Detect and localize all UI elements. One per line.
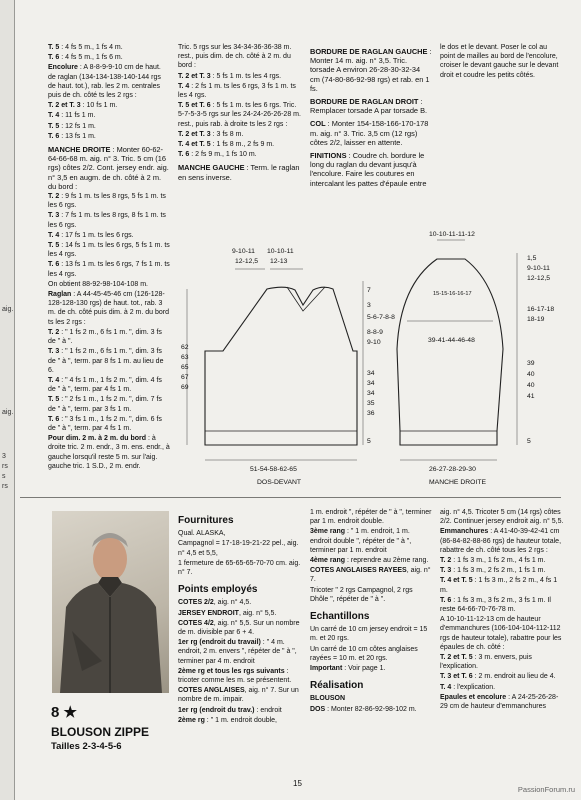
instruction-label: T. 5 et T. 6	[178, 102, 211, 110]
instruction-paragraph	[48, 43, 170, 52]
instruction-label: T. 5	[48, 242, 60, 250]
instruction-text: : 5 fs 1 m. ts les 6 rgs. Tric. 5-7-5-3-5 rgs sur les 24-24-26-26-28 m. rest., puis rab. à droite ts les 2 rgs :	[178, 102, 301, 128]
instruction-text: : " 1 m. endroit double,	[204, 716, 277, 724]
dim-sleeve-r1: 1,5	[527, 255, 537, 262]
instruction-label: T. 6	[48, 54, 60, 62]
instruction-label: BLOUSON	[310, 695, 345, 703]
column-echantillons	[310, 508, 432, 715]
dim-neck: 10-10-11	[267, 248, 294, 255]
instruction-paragraph	[178, 559, 302, 577]
column-finitions	[440, 43, 562, 81]
dim-sleeve-inner: 15-15-16-16-17	[433, 291, 472, 297]
instruction-text: : 3 m. envers, puis l'explication.	[440, 654, 532, 671]
instruction-paragraph	[440, 527, 564, 555]
instruction-text: : Monter 82-86-92-98-102 m.	[325, 705, 417, 713]
dim-side-4: 35	[367, 400, 375, 407]
section-heading: Réalisation	[310, 680, 364, 692]
instruction-paragraph	[310, 508, 432, 526]
instruction-label: BORDURE DE RAGLAN DROIT	[310, 97, 419, 107]
pattern-diagrams	[175, 225, 565, 490]
instruction-paragraph	[310, 664, 432, 673]
edge-text: s	[2, 473, 6, 480]
dim-height-2: 63	[181, 354, 189, 361]
instruction-paragraph	[310, 566, 432, 584]
instruction-label: T. 6	[48, 261, 60, 269]
instruction-text: , aig. n° 4,5.	[213, 599, 252, 607]
instruction-label: DOS	[310, 705, 326, 713]
instruction-paragraph	[440, 596, 564, 614]
edge-text: aig.	[2, 306, 14, 313]
instruction-text: : Monter 154-158-166-170-178 m. aig. n° 3. Tric. 3,5 cm (12 rgs) côtes 2/2, laisser en attente.	[310, 119, 429, 147]
instruction-text: : 13 fs 1 m. ts les 6 rgs, 7 fs 1 m. ts les 4 rgs.	[48, 261, 170, 278]
instruction-text: On obtient 88-92-98-104-108 m.	[48, 280, 149, 288]
instruction-paragraph	[440, 615, 564, 652]
instruction-label: COTES 2/2	[178, 599, 214, 607]
dim-sleeve-r6: 39	[527, 360, 535, 367]
instruction-text: 1 fermeture de 65-65-65-70-70 cm. aig. n° 7.	[178, 559, 301, 577]
instruction-text: : " 1 m. endroit, 1 m. endroit double ", répéter de " à ", terminer par 1 m. endroit	[310, 528, 412, 554]
instruction-text: : reprendre au 2ème rang.	[345, 557, 429, 565]
instruction-label: T. 6	[178, 151, 190, 159]
instruction-paragraph	[310, 625, 432, 643]
instruction-text: A 10-10-11-12-13 cm de hauteur d'emmanchures (106-104-104-112-112 rgs de hauteur totale), rabattre pour les épaules de ch. côté :	[440, 616, 562, 651]
instruction-text: : 1 fs 3 m., 3 fs 2 m., 3 fs 1 m. Il reste 64-66-70-76-78 m.	[440, 596, 551, 614]
watermark: PassionForum.ru	[517, 785, 575, 794]
instruction-label: T. 4	[48, 231, 60, 239]
dim-width-front: 51-54-58-62-65	[250, 466, 297, 473]
instruction-text: : 11 fs 1 m.	[59, 112, 96, 120]
dim-shoulder-left: 9-10-11	[232, 248, 255, 255]
dim-rib-front: 5	[367, 438, 371, 445]
instruction-paragraph	[310, 586, 432, 604]
instruction-paragraph	[178, 619, 302, 637]
instruction-paragraph	[48, 231, 170, 240]
instruction-label: T. 2 et T. 3	[178, 72, 211, 80]
instruction-text: : " 1 fs 2 m., 6 fs 1 m. ", dim. 3 fs de " à ", term. par 8 fs 1 m. au lieu de 6.	[48, 348, 164, 374]
instruction-paragraph	[48, 434, 170, 471]
instruction-text: : 7 fs 1 m. ts les 8 rgs, 8 fs 1 m. ts les 6 rgs.	[48, 212, 166, 229]
instruction-label: Raglan	[48, 291, 72, 299]
dim-right-1: 7	[367, 287, 371, 294]
instruction-text: Tric. 5 rgs sur les 34-34-36-36-38 m. rest., puis dim. de ch. côté à 2 m. du bord :	[178, 44, 292, 70]
instruction-label: T. 5	[48, 122, 60, 130]
instruction-paragraph	[178, 598, 302, 607]
instruction-text: : " 4 fs 1 m., 1 fs 2 m. ", dim. 4 fs de " à ", term. par 4 fs 1 m.	[48, 376, 162, 394]
instruction-paragraph	[48, 415, 170, 433]
instruction-text: : 2 fs 1 m. ts les 6 rgs, 3 fs 1 m. ts les 4 rgs.	[178, 82, 296, 100]
dim-sleeve-r9: 41	[527, 393, 535, 400]
dim-right-3: 5-6-7-8-8	[367, 314, 395, 321]
instruction-paragraph	[440, 576, 564, 594]
dim-sleeve-top: 10-10-11-11-12	[429, 231, 475, 238]
instruction-label: T. 3 et T. 6	[440, 673, 473, 681]
instruction-label: JERSEY ENDROIT	[178, 609, 239, 617]
instruction-text: : 1 fs 8 m., 2 fs 9 m.	[210, 141, 275, 149]
instruction-text: : " 1 fs 2 m., 6 fs 1 m. ", dim. 3 fs de " à ".	[48, 328, 162, 346]
instruction-text: : A 8-8-9-9-10 cm de haut. de raglan (134-134-138-140-144 rgs de haut. tot.), rab. les 2 m. centrales puis de ch. côté ts les 2 rgs :	[48, 64, 161, 100]
instruction-label: T. 6	[48, 415, 60, 423]
instruction-text: , aig. n° 5,5.	[238, 609, 277, 617]
instruction-text: : endroit	[254, 706, 282, 714]
instruction-paragraph	[440, 43, 562, 80]
dim-side-5: 36	[367, 410, 375, 417]
instruction-label: T. 6	[48, 132, 60, 140]
instruction-paragraph	[310, 645, 432, 663]
instruction-label: T. 6	[440, 596, 452, 604]
instruction-text: : 4 fs 5 m., 1 fs 4 m.	[59, 44, 123, 51]
instruction-text: : A 44-45-45-46 cm (126-128-128-128-130 rgs) de haut. tot., rab. 3 m. de ch. côté puis dim. à 2 m. du bord ts les 2 rgs :	[48, 291, 170, 326]
instruction-text: : Voir page 1.	[342, 665, 386, 673]
instruction-label: T. 4 et T. 5	[178, 141, 211, 149]
instruction-paragraph	[440, 672, 564, 681]
dim-height-5: 69	[181, 384, 189, 391]
instruction-label: COTES ANGLAISES RAYEES	[310, 567, 407, 575]
instruction-text: : A 41-40-39-42-41 cm (86-84-82-88-86 rgs) de hauteur totale, rabattre de ch. côté tous les 2 rgs :	[440, 528, 562, 554]
instruction-paragraph	[48, 328, 170, 346]
instruction-text: : l'explication.	[451, 683, 496, 691]
instruction-paragraph	[48, 192, 170, 210]
instruction-text: : 12 fs 1 m.	[59, 122, 96, 130]
instruction-label: Epaules et encolure	[440, 693, 507, 701]
instruction-label: COL	[310, 119, 326, 129]
instruction-text: 1 m. endroit ", répéter de " à ", terminer par 1 m. endroit double.	[310, 509, 432, 526]
instruction-paragraph	[178, 72, 302, 81]
instruction-text: : Coudre ch. bordure le long du raglan du devant jusqu'à l'encolure. Faire les coutures en intercalant les pattes d'épaule entre	[310, 151, 427, 188]
instruction-label: T. 2 et T. 3	[48, 102, 81, 110]
model-photo	[52, 511, 169, 693]
instruction-text: Tricoter " 2 rgs Campagnol, 2 rgs Dhôle ", répéter de " à ".	[310, 586, 413, 603]
instruction-paragraph	[48, 376, 170, 394]
instruction-text: : 1 fs 3 m., 1 fs 2 m., 4 fs 1 m.	[451, 557, 546, 565]
instruction-paragraph	[310, 119, 432, 147]
instruction-label: MANCHE GAUCHE	[178, 163, 245, 173]
instruction-paragraph	[178, 130, 302, 139]
instruction-text: : A 24-25-26-28-29 cm de hauteur d'emmanchures	[440, 693, 559, 711]
dim-sleeve-r5: 18-19	[527, 316, 545, 323]
instruction-paragraph	[178, 163, 302, 181]
column-realisation	[440, 508, 564, 712]
instruction-paragraph	[48, 241, 170, 259]
instruction-label: T. 5	[48, 44, 60, 51]
instruction-text: : 1 fs 3 m., 2 fs 2 m., 1 fs 1 m.	[451, 567, 546, 575]
instruction-paragraph	[48, 132, 170, 141]
instruction-paragraph	[310, 527, 432, 555]
instruction-label: 2ème rg et tous les rgs suivants	[178, 667, 285, 675]
instruction-label: BORDURE DE RAGLAN GAUCHE	[310, 47, 428, 56]
instruction-paragraph	[48, 395, 170, 413]
instruction-label: T. 3	[48, 212, 60, 220]
instruction-paragraph	[178, 686, 302, 704]
instruction-label: T. 2	[48, 193, 60, 201]
dim-sleeve-r4: 16-17-18	[527, 306, 555, 313]
dim-right-4: 8-8-9	[367, 329, 383, 336]
instruction-label: T. 4 et T. 5	[440, 577, 473, 585]
instruction-paragraph	[48, 53, 170, 62]
instruction-label: T. 3	[48, 348, 60, 356]
instruction-text: : 2 m. endroit au lieu de 4.	[472, 673, 556, 681]
instruction-paragraph	[178, 539, 302, 557]
dim-sleeve-r2: 9-10-11	[527, 265, 550, 272]
instruction-paragraph	[48, 122, 170, 131]
instruction-label: T. 4	[48, 112, 60, 120]
instruction-paragraph	[178, 140, 302, 149]
instruction-label: T. 4	[440, 683, 452, 691]
instruction-paragraph	[310, 97, 432, 115]
column-raglan	[178, 43, 302, 183]
instruction-paragraph	[48, 145, 170, 191]
section-heading: Points employés	[178, 584, 258, 596]
instruction-label: COTES ANGLAISES	[178, 687, 245, 695]
left-page-edge	[0, 0, 15, 800]
instruction-label: 4ème rang	[310, 557, 346, 565]
edge-text: rs	[2, 483, 8, 490]
instruction-text: Qual. ALASKA,	[178, 530, 226, 538]
instruction-label: Emmanchures	[440, 528, 489, 536]
instruction-paragraph	[48, 260, 170, 278]
instruction-paragraph	[440, 683, 564, 692]
edge-text: aig.	[2, 409, 14, 416]
page-number: 15	[293, 779, 302, 788]
instruction-paragraph	[178, 150, 302, 159]
column-fournitures	[178, 508, 302, 726]
instruction-text: , aig. n° 5,5. Sur un nombre de m. divisible par 6 + 4.	[178, 619, 300, 637]
instruction-label: T. 4	[48, 376, 60, 384]
instruction-label: FINITIONS	[310, 151, 347, 161]
dim-height-3: 65	[181, 364, 189, 371]
instruction-paragraph	[48, 111, 170, 120]
instruction-text: : 17 fs 1 m. ts les 6 rgs.	[59, 231, 134, 239]
model-number: 8 ★	[51, 704, 77, 721]
instruction-label: T. 2 et T. 5	[440, 654, 473, 662]
instruction-label: COTES 4/2	[178, 619, 214, 627]
instruction-paragraph	[178, 609, 302, 618]
instruction-text: Un carré de 10 cm jersey endroit = 15 m. et 20 rgs.	[310, 626, 428, 643]
instruction-label: T. 2 et T. 3	[178, 130, 211, 138]
caption-dos-devant: DOS-DEVANT	[257, 479, 302, 486]
dim-side-2: 34	[367, 380, 375, 387]
instruction-paragraph	[440, 693, 564, 711]
instruction-label: Important	[310, 665, 343, 673]
instruction-text: : tricoter comme les m. se présentent.	[178, 667, 292, 685]
instruction-paragraph	[178, 82, 302, 100]
instruction-label: 2ème rg	[178, 716, 205, 724]
encolure-line	[287, 287, 325, 311]
instruction-text: : " 2 fs 1 m., 1 fs 2 m. ", dim. 7 fs de " à ", term. par 3 fs 1 m.	[48, 396, 162, 413]
instruction-paragraph	[48, 63, 170, 100]
instruction-text: : " 4 m. endroit, 2 m. envers ", répéter de " à ", terminer par 4 m. endroit	[178, 639, 297, 665]
instruction-text: : 4 fs 5 m., 1 fs 6 m.	[59, 54, 123, 62]
instruction-paragraph	[440, 556, 564, 565]
instruction-paragraph	[178, 716, 302, 725]
dim-sleeve-r3: 12-12,5	[527, 275, 551, 282]
dim-side-3: 34	[367, 390, 375, 397]
edge-text: 3	[2, 453, 6, 460]
instruction-paragraph	[310, 556, 432, 565]
dim-right-2: 3	[367, 302, 371, 309]
edge-text: rs	[2, 463, 8, 470]
dim-sleeve-mid: 39-41-44-46-48	[428, 337, 475, 344]
instruction-paragraph	[48, 280, 170, 289]
instruction-paragraph	[48, 347, 170, 375]
instruction-text: : Monter 60-62-64-66-68 m. aig. n° 3. Tric. 5 cm (16 rgs) côtes 2/2. Cont. jersey endr. aig. n° 3,5 en augm. de ch. côté à 2 m. du bord :	[48, 145, 169, 191]
instruction-paragraph	[178, 43, 302, 71]
instruction-label: T. 5	[48, 396, 60, 404]
instruction-label: T. 4	[178, 82, 190, 90]
instruction-text: : 14 fs 1 m. ts les 6 rgs, 5 fs 1 m. ts les 4 rgs.	[48, 242, 170, 259]
instruction-text: : 9 fs 1 m. ts les 8 rgs, 5 fs 1 m. ts les 6 rgs.	[48, 193, 166, 210]
instruction-paragraph	[48, 101, 170, 110]
instruction-text: , aig. n° 7.	[310, 567, 431, 584]
instruction-paragraph	[178, 529, 302, 538]
instruction-label: T. 3	[440, 567, 452, 575]
instruction-label: 1er rg (endroit du travail)	[178, 639, 261, 647]
dim-height-1: 62	[181, 344, 189, 351]
instruction-text: aig. n° 4,5. Tricoter 5 cm (14 rgs) côtes 2/2. Continuer jersey endroit aig. n° 5,5.	[440, 509, 564, 526]
instruction-text: : 1 fs 3 m., 2 fs 2 m., 4 fs 1 m.	[440, 577, 558, 594]
dos-devant-outline	[205, 287, 357, 445]
instruction-text: : 2 fs 9 m., 1 fs 10 m.	[189, 151, 257, 159]
instruction-paragraph	[440, 508, 564, 526]
instruction-paragraph	[440, 653, 564, 671]
instruction-paragraph	[178, 101, 302, 129]
caption-manche-droite: MANCHE DROITE	[429, 479, 487, 486]
section-divider	[20, 497, 561, 498]
instruction-text: : 10 fs 1 m.	[80, 102, 118, 110]
star-icon: ★	[63, 704, 77, 721]
instruction-label: MANCHE DROITE	[48, 145, 111, 155]
instruction-label: 1er rg (endroit du trav.)	[178, 706, 255, 714]
instruction-label: Encolure	[48, 64, 78, 72]
column-manche-droite	[48, 43, 170, 472]
instruction-text: : Remplacer torsade A par torsade B.	[310, 97, 428, 116]
instruction-text: : 13 fs 1 m.	[59, 132, 96, 140]
instruction-label: 3ème rang	[310, 528, 346, 536]
column-bordures	[310, 43, 432, 189]
instruction-paragraph	[48, 211, 170, 229]
instruction-paragraph	[310, 705, 432, 714]
instruction-text: : Monter 14 m. aig. n° 3,5. Tric. torsade A environ 26-28-30-32-34 cm (74-80-86-92-98 rgs) et rab. en 1 fs.	[310, 47, 432, 93]
instruction-label: T. 2	[440, 557, 452, 565]
instruction-paragraph	[178, 706, 302, 715]
instruction-text: : 5 fs 1 m. ts les 4 rgs.	[210, 72, 282, 80]
instruction-text: : 3 fs 8 m.	[210, 130, 244, 138]
instruction-text: : " 3 fs 1 m., 1 fs 2 m. ", dim. 6 fs de " à ", term. par 4 fs 1 m.	[48, 415, 162, 432]
section-heading: Echantillons	[310, 611, 370, 623]
dim-shoulder-left2: 12-12,5	[235, 258, 259, 265]
instruction-paragraph	[310, 47, 432, 93]
model-title: BLOUSON ZIPPE	[51, 725, 150, 739]
instruction-paragraph	[440, 566, 564, 575]
instruction-text: Un carré de 10 cm côtes anglaises rayées = 10 m. et 20 rgs.	[310, 645, 418, 662]
dim-sleeve-r8: 40	[527, 382, 535, 389]
instruction-text: , aig. n° 7. Sur un nombre de m. impair.	[178, 687, 299, 704]
instruction-paragraph	[310, 694, 432, 703]
dim-height-4: 67	[181, 374, 189, 381]
instruction-paragraph	[178, 638, 302, 666]
model-sizes: Tailles 2-3-4-5-6	[51, 741, 122, 752]
manche-outline	[397, 259, 503, 445]
instruction-text: le dos et le devant. Poser le col au point de mailles au bord de l'encolure, croiser le devant gauche sur le devant droit et coudre les petits côtés.	[440, 44, 559, 79]
instruction-text: : Term. le raglan en sens inverse.	[178, 163, 300, 182]
instruction-text: Campagnol = 17-18-19-21-22 pel., aig. n° 4,5 et 5,5,	[178, 540, 299, 557]
dim-right-5: 9-10	[367, 339, 381, 346]
instruction-paragraph	[178, 667, 302, 685]
instruction-paragraph	[310, 151, 432, 188]
dim-side-1: 34	[367, 370, 375, 377]
dim-neck2: 12-13	[270, 258, 288, 265]
instruction-label: Pour dim. 2 m. à 2 m. du bord	[48, 435, 147, 443]
instruction-label: T. 2	[48, 328, 60, 336]
dim-width-sleeve: 26-27-28-29-30	[429, 466, 476, 473]
dim-sleeve-r7: 40	[527, 371, 535, 378]
instruction-text: : à droite tric. 2 m. endr., 3 m. ens. endr., à gauche lorsqu'il reste 5 m. sur l'aig. gauche tric. 1 S.D., 2 m. endr.	[48, 435, 170, 470]
instruction-paragraph	[48, 290, 170, 327]
dim-rib-sleeve: 5	[527, 438, 531, 445]
section-heading: Fournitures	[178, 515, 234, 526]
